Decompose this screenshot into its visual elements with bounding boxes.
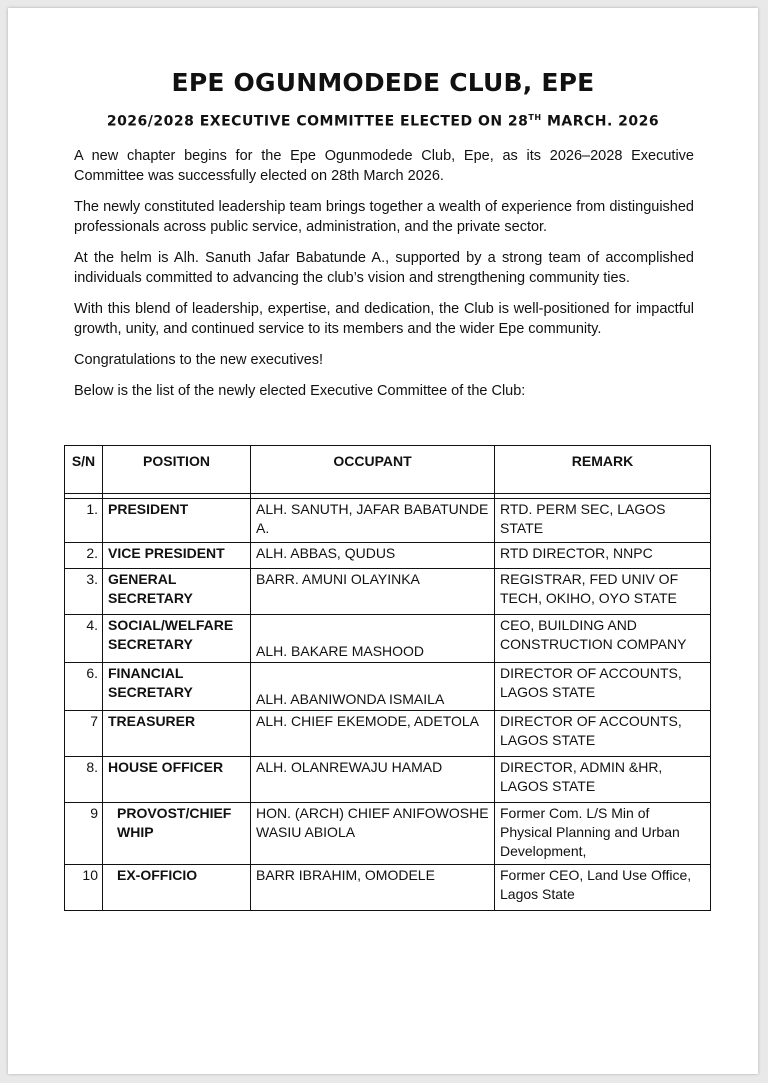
table-row xyxy=(65,569,711,615)
cell-remark: RTD. PERM SEC, LAGOS STATE xyxy=(495,499,711,543)
executive-committee-table xyxy=(64,445,711,911)
cell-occupant: ALH. OLANREWAJU HAMAD xyxy=(251,757,495,803)
header-position: POSITION xyxy=(103,446,251,494)
cell-sn: 1. xyxy=(65,499,103,543)
header-occupant: OCCUPANT xyxy=(251,446,495,494)
cell-occupant: ALH. ABBAS, QUDUS xyxy=(251,543,495,569)
intro-text xyxy=(74,146,694,412)
cell-sn: 4. xyxy=(65,615,103,663)
cell-sn: 3. xyxy=(65,569,103,615)
cell-position: EX-OFFICIO xyxy=(103,865,251,911)
cell-remark: DIRECTOR OF ACCOUNTS, LAGOS STATE xyxy=(495,663,711,711)
subtitle-main: 2026/2028 EXECUTIVE COMMITTEE ELECTED ON 28 xyxy=(106,113,529,130)
cell-sn: 10 xyxy=(65,865,103,911)
document-subtitle xyxy=(8,113,758,130)
cell-sn: 2. xyxy=(65,543,103,569)
table-row xyxy=(65,803,711,865)
cell-occupant: BARR. AMUNI OLAYINKA xyxy=(251,569,495,615)
cell-sn: 9 xyxy=(65,803,103,865)
paragraph: Congratulations to the new executives! xyxy=(74,352,324,368)
header-sn: S/N xyxy=(65,446,103,494)
cell-occupant: ALH. SANUTH, JAFAR BABATUNDE A. xyxy=(251,499,495,543)
cell-position: FINANCIAL SECRETARY xyxy=(103,663,251,711)
cell-position: HOUSE OFFICER xyxy=(103,757,251,803)
cell-remark: REGISTRAR, FED UNIV OF TECH, OKIHO, OYO STATE xyxy=(495,569,711,615)
cell-remark: RTD DIRECTOR, NNPC xyxy=(495,543,711,569)
paragraph: At the helm is Alh. Sanuth Jafar Babatunde A., supported by a strong team of accomplished individuals committed to advancing the club’s vision and strengthening community ties. xyxy=(74,250,694,286)
cell-occupant: HON. (ARCH) CHIEF ANIFOWOSHE WASIU ABIOLA xyxy=(251,803,495,865)
document-page xyxy=(8,8,758,1074)
subtitle-superscript: TH xyxy=(528,113,542,122)
cell-remark: DIRECTOR OF ACCOUNTS, LAGOS STATE xyxy=(495,711,711,757)
document-title: EPE OGUNMODEDE CLUB, EPE xyxy=(171,68,595,97)
paragraph: With this blend of leadership, expertise, and dedication, the Club is well-positioned for impactful growth, unity, and continued service to its members and the wider Epe community. xyxy=(74,301,694,337)
header-remark: REMARK xyxy=(495,446,711,494)
cell-remark: Former Com. L/S Min of Physical Planning and Urban Development, xyxy=(495,803,711,865)
cell-position: VICE PRESIDENT xyxy=(103,543,251,569)
paragraph: Below is the list of the newly elected Executive Committee of the Club: xyxy=(74,383,526,399)
table-row xyxy=(65,865,711,911)
cell-occupant: ALH. CHIEF EKEMODE, ADETOLA xyxy=(251,711,495,757)
table-row xyxy=(65,615,711,663)
paragraph: The newly constituted leadership team brings together a wealth of experience from distinguished professionals across public service, administration, and the private sector. xyxy=(74,199,694,235)
cell-position: TREASURER xyxy=(103,711,251,757)
cell-remark: CEO, BUILDING AND CONSTRUCTION COMPANY xyxy=(495,615,711,663)
cell-occupant: ALH. BAKARE MASHOOD xyxy=(251,615,495,663)
cell-occupant: ALH. ABANIWONDA ISMAILA xyxy=(251,663,495,711)
cell-position: GENERAL SECRETARY xyxy=(103,569,251,615)
table-row xyxy=(65,499,711,543)
cell-position: PRESIDENT xyxy=(103,499,251,543)
table-row xyxy=(65,711,711,757)
cell-sn: 6. xyxy=(65,663,103,711)
cell-position: SOCIAL/WELFARE SECRETARY xyxy=(103,615,251,663)
cell-sn: 7 xyxy=(65,711,103,757)
cell-occupant: BARR IBRAHIM, OMODELE xyxy=(251,865,495,911)
cell-remark: DIRECTOR, ADMIN &HR, LAGOS STATE xyxy=(495,757,711,803)
subtitle-date-tail: MARCH. 2026 xyxy=(541,113,660,130)
table-row xyxy=(65,543,711,569)
cell-remark: Former CEO, Land Use Office, Lagos State xyxy=(495,865,711,911)
cell-sn: 8. xyxy=(65,757,103,803)
cell-position: PROVOST/CHIEF WHIP xyxy=(103,803,251,865)
table-row xyxy=(65,757,711,803)
paragraph: A new chapter begins for the Epe Ogunmodede Club, Epe, as its 2026–2028 Executive Committee was successfully elected on 28th March 2026. xyxy=(74,148,694,184)
table-row xyxy=(65,663,711,711)
table-header-row xyxy=(65,446,711,494)
